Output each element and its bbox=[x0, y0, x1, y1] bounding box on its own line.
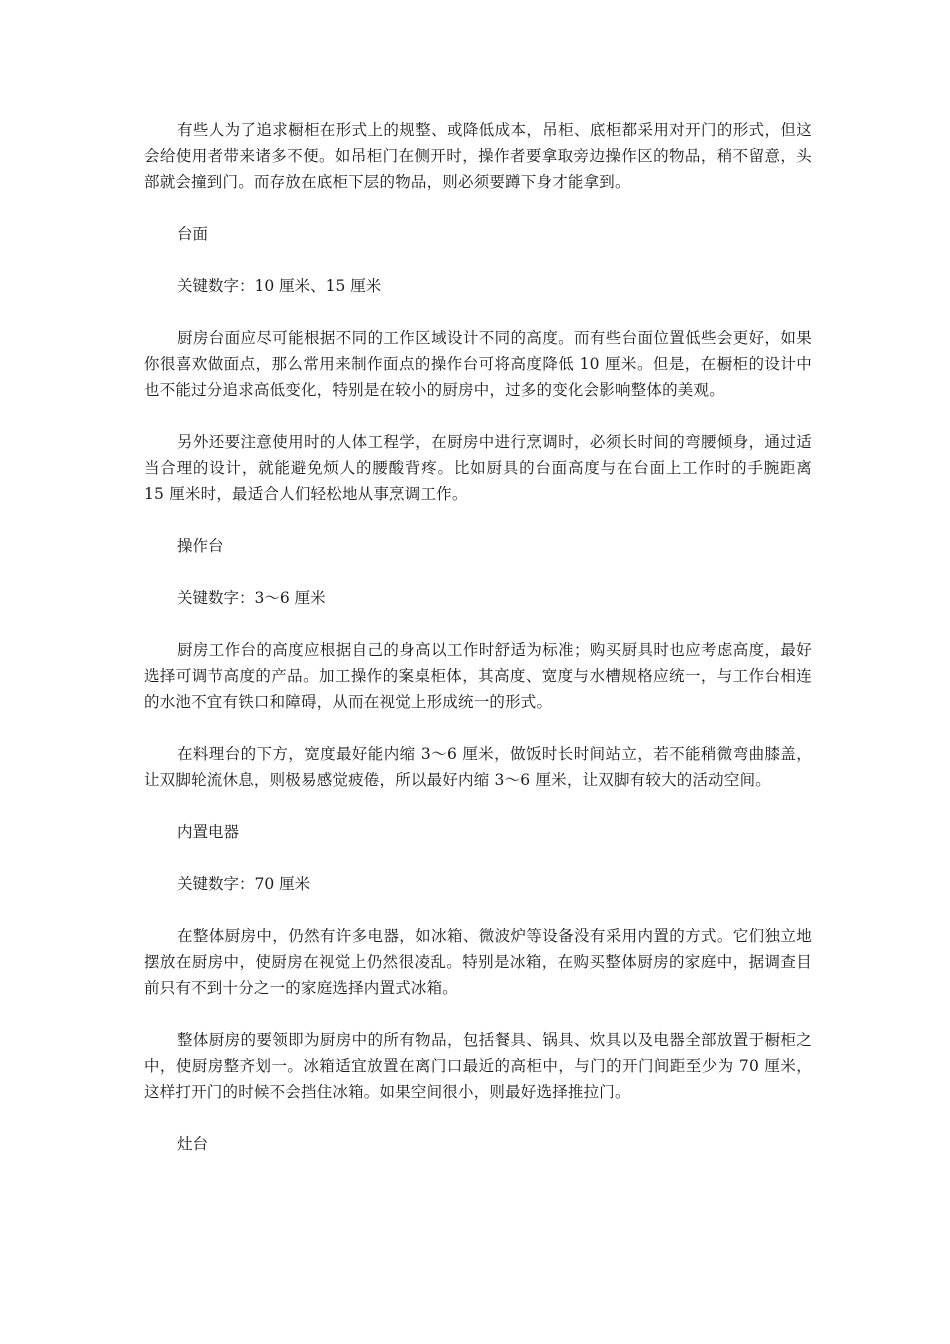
paragraph-cabinet-doors: 有些人为了追求橱柜在形式上的规整、或降低成本，吊柜、底柜都采用对开门的形式，但这会给使用者带来诸多不便。如吊柜门在侧开时，操作者要拿取旁边操作区的物品，稍不留意，头部就会撞到门。而存放在底柜下层的物品，则必须要蹲下身才能拿到。 bbox=[144, 121, 812, 191]
key-numbers-workbench: 关键数字：3～6 厘米 bbox=[177, 589, 326, 607]
section-heading-workbench: 操作台 bbox=[177, 537, 224, 555]
key-numbers-countertop: 关键数字：10 厘米、15 厘米 bbox=[177, 277, 382, 295]
paragraph-ergonomics: 另外还要注意使用时的人体工程学，在厨房中进行烹调时，必须长时间的弯腰倾身，通过适当合理的设计，就能避免烦人的腰酸背疼。比如厨具的台面高度与在台面上工作时的手腕距离 15 厘米时，最适合人们轻松地从事烹调工作。 bbox=[144, 433, 812, 503]
section-heading-built-in-appliances: 内置电器 bbox=[177, 823, 240, 841]
paragraph-appliances-clutter: 在整体厨房中，仍然有许多电器，如冰箱、微波炉等设备没有采用内置的方式。它们独立地摆放在厨房中，使厨房在视觉上仍然很凌乱。特别是冰箱，在购买整体厨房的家庭中，据调查目前只有不到十分之一的家庭选择内置式冰箱。 bbox=[144, 927, 812, 997]
paragraph-workbench-height: 厨房工作台的高度应根据自己的身高以工作时舒适为标准；购买厨具时也应考虑高度，最好选择可调节高度的产品。加工操作的案桌柜体，其高度、宽度与水槽规格应统一，与工作台相连的水池不宜有铁口和障碍，从而在视觉上形成统一的形式。 bbox=[144, 641, 812, 711]
paragraph-toe-recess: 在料理台的下方，宽度最好能内缩 3～6 厘米，做饭时长时间站立，若不能稍微弯曲膝盖，让双脚轮流休息，则极易感觉疲倦，所以最好内缩 3～6 厘米，让双脚有较大的活动空间。 bbox=[144, 745, 812, 789]
key-numbers-appliances: 关键数字：70 厘米 bbox=[177, 875, 311, 893]
paragraph-countertop-height: 厨房台面应尽可能根据不同的工作区域设计不同的高度。而有些台面位置低些会更好，如果你很喜欢做面点，那么常用来制作面点的操作台可将高度降低 10 厘米。但是，在橱柜的设计中也不能过分追求高低变化，特别是在较小的厨房中，过多的变化会影响整体的美观。 bbox=[144, 329, 812, 399]
section-heading-stove: 灶台 bbox=[177, 1135, 209, 1153]
paragraph-fridge-placement: 整体厨房的要领即为厨房中的所有物品，包括餐具、锅具、炊具以及电器全部放置于橱柜之中，使厨房整齐划一。冰箱适宜放置在离门口最近的高柜中，与门的开门间距至少为 70 厘米，这样打开门的时候不会挡住冰箱。如果空间很小，则最好选择推拉门。 bbox=[144, 1031, 812, 1101]
document-body bbox=[144, 117, 812, 1183]
section-heading-countertop: 台面 bbox=[177, 225, 209, 243]
